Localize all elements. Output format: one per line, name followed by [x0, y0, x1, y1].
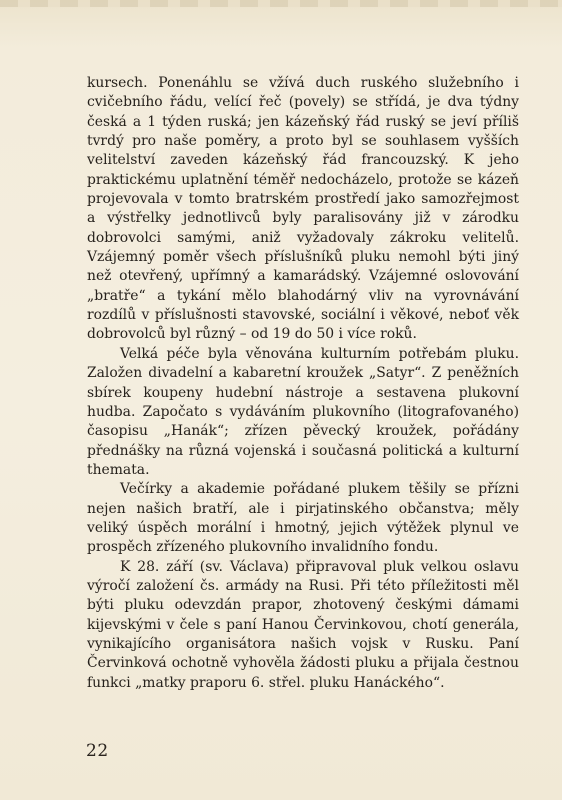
page-number: 22 — [86, 741, 109, 761]
paragraph-3: Večírky a akademie pořádané plukem těšily se přízni nejen našich bratří, ale i pirjatinského občanstva; měly veliký úspěch morální i hmotný, jejich výtěžek plynul ve prospěch zřízeného plukovního invalidního fondu. — [87, 481, 519, 556]
page-top-edge — [0, 0, 562, 7]
paragraph-1: kursech. Ponenáhlu se vžívá duch ruského služebního i cvičebního řádu, velící řeč (povely) se střídá, je dva týdny česká a 1 týden ruská; jen kázeňský řád ruský se jeví příliš tvrdý pro naše poměry, a proto byl se souhlasem vyšších velitelství zaveden kázeňský řád francouzský. K jeho praktickému uplatnění téměř nedocházelo, protože se kázeň projevovala v tomto bratrském prostředí jako samozřejmost a výstřelky jednotlivců byly paralisovány již v zárodku dobrovolci samými, aniž vyžadovaly zákroku velitelů. Vzájemný poměr všech příslušníků pluku nemohl býti jiný než otevřený, upřímný a kamarádský. Vzájemné oslovování „bratře“ a tykání mělo blahodárný vliv na vyrovnávání rozdílů v příslušnosti stavovské, sociální i věkové, neboť věk dobrovolců byl různý – od 19 do 50 i více roků. — [87, 75, 519, 343]
paragraph-4: K 28. září (sv. Václava) připravoval pluk velkou oslavu výročí založení čs. armády na Rusi. Při této příležitosti měl býti pluku odevzdán prapor, zhotovený českými dámami kijevskými v čele s paní Hanou Červinkovou, chotí generála, vynikajícího organisátora našich vojsk v Rusku. Paní Červinková ochotně vyhověla žádosti pluku a přijala čestnou funkci „matky praporu 6. střel. pluku Hanáckého“. — [87, 558, 519, 691]
paragraph-2: Velká péče byla věnována kulturním potřebám pluku. Založen divadelní a kabaretní kroužek „Satyr“. Z peněžních sbírek koupeny hudební nástroje a sestavena plukovní hudba. Započato s vydáváním plukovního (litografovaného) časopisu „Hanák“; zřízen pěvecký kroužek, pořádány přednášky na různá vojenská i současná politická a kulturní themata. — [87, 345, 519, 478]
body-text — [87, 74, 519, 693]
